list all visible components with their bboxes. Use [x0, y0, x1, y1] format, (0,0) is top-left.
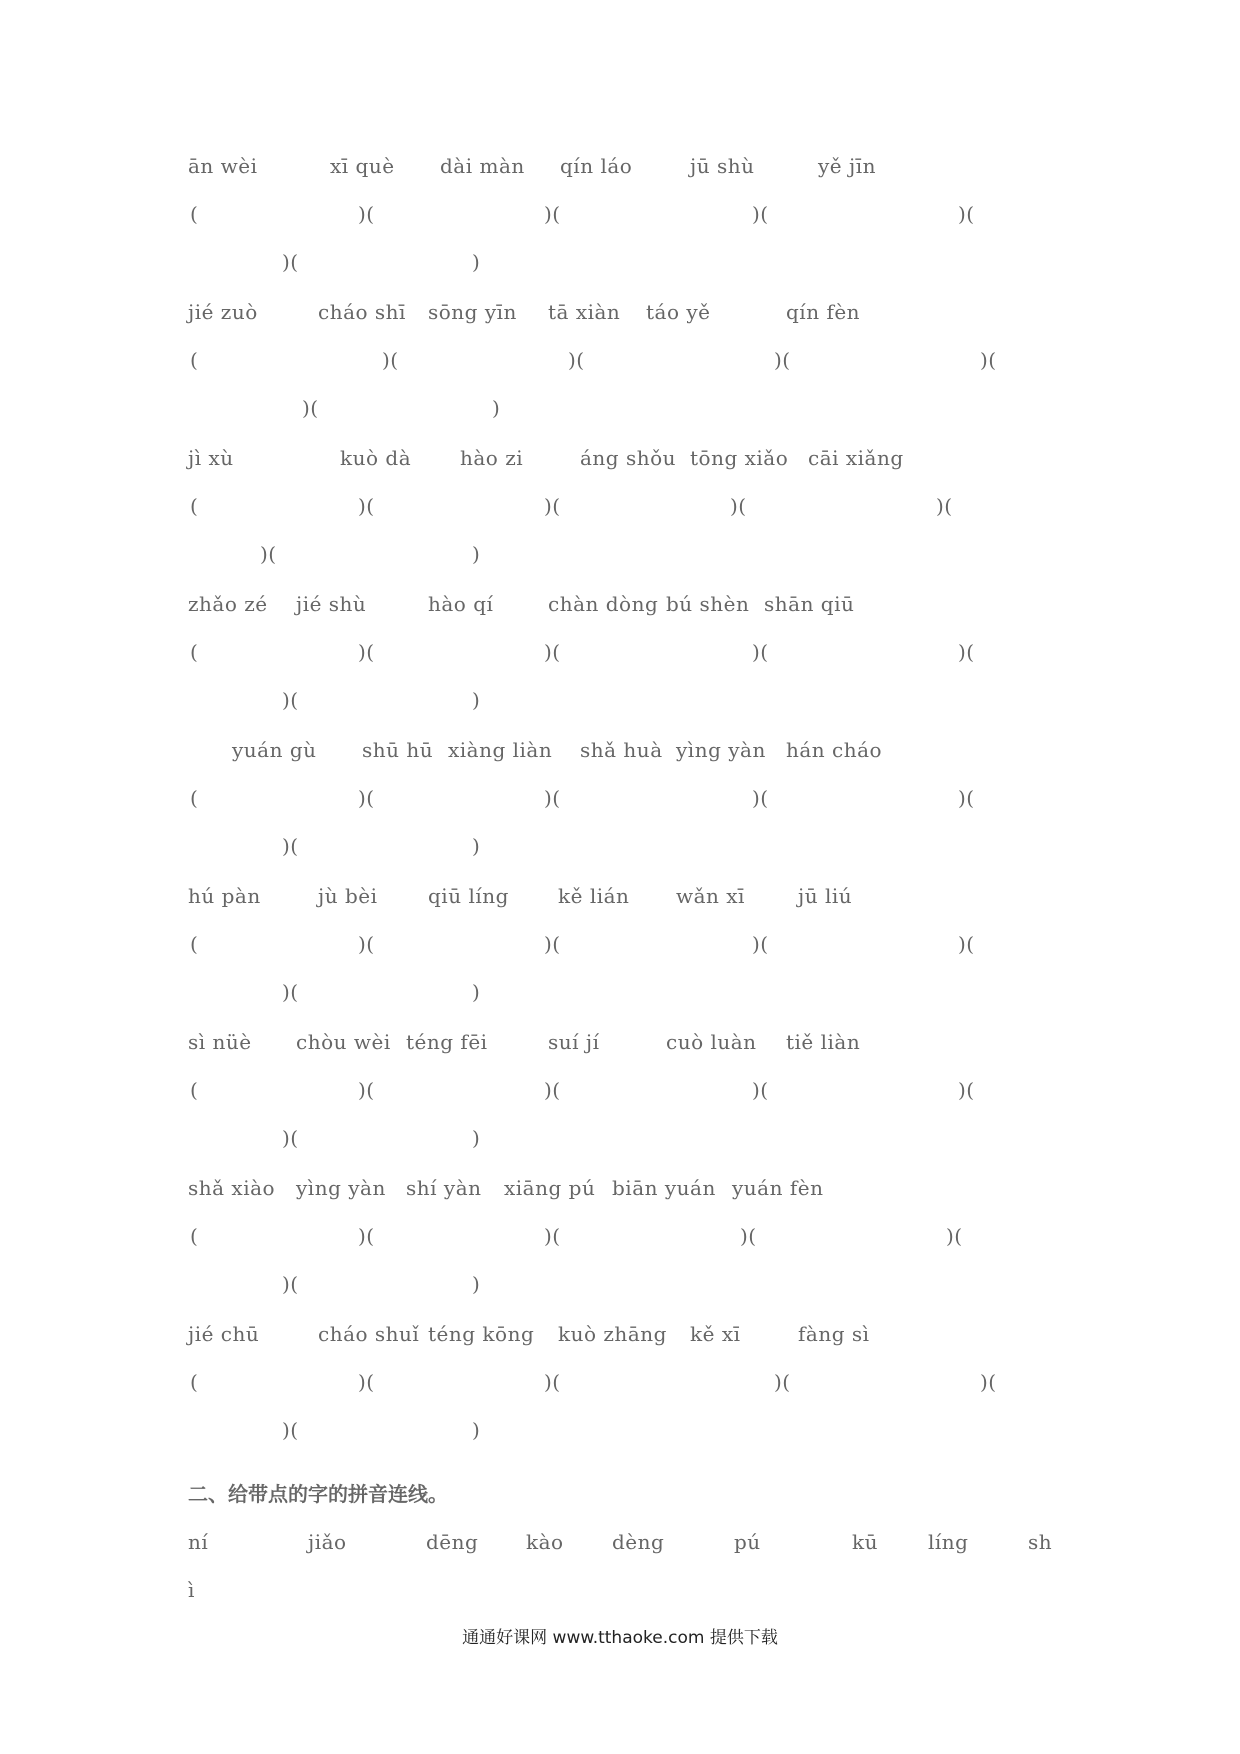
answer-parenthesis: )( — [958, 202, 975, 226]
pinyin-word: hán cháo — [786, 738, 883, 762]
answer-blank-line — [0, 1414, 1240, 1446]
pinyin-word: kuò zhāng — [558, 1322, 667, 1346]
answer-parenthesis: ( — [190, 202, 199, 226]
pinyin-word: dài màn — [440, 154, 525, 178]
answer-parenthesis: ) — [472, 980, 481, 1004]
answer-parenthesis: )( — [358, 1370, 375, 1394]
answer-parenthesis: )( — [958, 786, 975, 810]
pinyin-word: jū shù — [690, 154, 755, 178]
answer-blank-line — [0, 1074, 1240, 1106]
answer-blank-line — [0, 246, 1240, 278]
pinyin-word: xiàng liàn — [448, 738, 553, 762]
answer-blank-line — [0, 392, 1240, 424]
pinyin-word: jū liú — [798, 884, 853, 908]
answer-parenthesis: )( — [358, 1078, 375, 1102]
pinyin-word: tōng xiǎo — [690, 446, 789, 470]
section2-pinyin-option: dèng — [612, 1530, 665, 1554]
pinyin-word: cuò luàn — [666, 1030, 757, 1054]
section2-pinyin-option: jiǎo — [308, 1530, 347, 1554]
answer-parenthesis: )( — [358, 1224, 375, 1248]
pinyin-word: hú pàn — [188, 884, 261, 908]
pinyin-word: shǎ xiào — [188, 1176, 276, 1200]
answer-blank-line — [0, 1366, 1240, 1398]
answer-blank-line — [0, 782, 1240, 814]
pinyin-word: yìng yàn — [676, 738, 766, 762]
answer-parenthesis: )( — [260, 542, 277, 566]
pinyin-word: kuò dà — [340, 446, 412, 470]
answer-parenthesis: )( — [282, 834, 299, 858]
pinyin-word: fàng sì — [798, 1322, 870, 1346]
pinyin-word: kě lián — [558, 884, 630, 908]
pinyin-word: kě xī — [690, 1322, 741, 1346]
answer-parenthesis: ) — [472, 250, 481, 274]
answer-parenthesis: )( — [302, 396, 319, 420]
answer-blank-line — [0, 344, 1240, 376]
answer-parenthesis: ) — [472, 834, 481, 858]
section2-pinyin-option: sh — [1028, 1530, 1053, 1554]
page-footer: 通通好课网 www.tthaoke.com 提供下载 — [462, 1628, 778, 1648]
answer-parenthesis: )( — [544, 786, 561, 810]
pinyin-word: sì nüè — [188, 1030, 252, 1054]
pinyin-line — [0, 1318, 1240, 1350]
section2-pinyin-fragment: ì — [188, 1578, 195, 1602]
answer-parenthesis: )( — [936, 494, 953, 518]
answer-parenthesis: )( — [544, 1078, 561, 1102]
answer-parenthesis: ( — [190, 348, 199, 372]
answer-parenthesis: )( — [282, 1418, 299, 1442]
pinyin-word: téng kōng — [428, 1322, 535, 1346]
answer-parenthesis: )( — [544, 494, 561, 518]
pinyin-word: xī què — [330, 154, 395, 178]
answer-parenthesis: ) — [472, 1126, 481, 1150]
pinyin-word: qín fèn — [786, 300, 861, 324]
pinyin-word: jié shù — [296, 592, 367, 616]
answer-parenthesis: ) — [472, 542, 481, 566]
answer-parenthesis: )( — [774, 1370, 791, 1394]
pinyin-word: hào zi — [460, 446, 524, 470]
answer-parenthesis: ) — [472, 1418, 481, 1442]
answer-parenthesis: )( — [752, 932, 769, 956]
pinyin-word: shān qiū — [764, 592, 855, 616]
pinyin-word: qiū líng — [428, 884, 509, 908]
pinyin-word: jié zuò — [188, 300, 258, 324]
pinyin-line — [0, 588, 1240, 620]
answer-parenthesis: )( — [752, 202, 769, 226]
pinyin-word: yuán gù — [232, 738, 317, 762]
answer-parenthesis: )( — [958, 640, 975, 664]
pinyin-word: suí jí — [548, 1030, 600, 1054]
pinyin-word: yìng yàn — [296, 1176, 386, 1200]
answer-parenthesis: )( — [544, 202, 561, 226]
answer-parenthesis: )( — [980, 1370, 997, 1394]
pinyin-word: ān wèi — [188, 154, 258, 178]
answer-parenthesis: ( — [190, 640, 199, 664]
answer-parenthesis: )( — [358, 494, 375, 518]
answer-parenthesis: )( — [730, 494, 747, 518]
answer-blank-line — [0, 684, 1240, 716]
answer-parenthesis: )( — [774, 348, 791, 372]
pinyin-word: cháo shuǐ — [318, 1322, 420, 1346]
pinyin-word: chòu wèi — [296, 1030, 391, 1054]
pinyin-word: tiě liàn — [786, 1030, 861, 1054]
answer-blank-line — [0, 830, 1240, 862]
answer-blank-line — [0, 198, 1240, 230]
answer-parenthesis: )( — [752, 1078, 769, 1102]
pinyin-word: shǎ huà — [580, 738, 663, 762]
pinyin-word: cāi xiǎng — [808, 446, 904, 470]
answer-parenthesis: )( — [980, 348, 997, 372]
answer-parenthesis: )( — [382, 348, 399, 372]
pinyin-word: chàn dòng — [548, 592, 659, 616]
answer-parenthesis: )( — [358, 786, 375, 810]
answer-parenthesis: ( — [190, 1370, 199, 1394]
pinyin-word: tā xiàn — [548, 300, 621, 324]
answer-parenthesis: ) — [472, 1272, 481, 1296]
answer-parenthesis: ( — [190, 1078, 199, 1102]
answer-parenthesis: )( — [282, 1126, 299, 1150]
answer-parenthesis: )( — [958, 1078, 975, 1102]
answer-parenthesis: )( — [358, 640, 375, 664]
answer-parenthesis: )( — [752, 640, 769, 664]
answer-parenthesis: )( — [544, 932, 561, 956]
answer-parenthesis: )( — [358, 202, 375, 226]
pinyin-word: jié chū — [188, 1322, 260, 1346]
answer-parenthesis: )( — [282, 688, 299, 712]
pinyin-word: shū hū — [362, 738, 434, 762]
pinyin-line — [0, 734, 1240, 766]
answer-blank-line — [0, 1122, 1240, 1154]
pinyin-line — [0, 880, 1240, 912]
answer-blank-line — [0, 636, 1240, 668]
answer-parenthesis: )( — [358, 932, 375, 956]
pinyin-word: shí yàn — [406, 1176, 482, 1200]
pinyin-word: táo yě — [646, 300, 711, 324]
answer-parenthesis: )( — [946, 1224, 963, 1248]
answer-parenthesis: )( — [568, 348, 585, 372]
pinyin-line — [0, 150, 1240, 182]
section2-pinyin-option: líng — [928, 1530, 969, 1554]
section2-pinyin-option: dēng — [426, 1530, 479, 1554]
pinyin-word: téng fēi — [406, 1030, 488, 1054]
section2-heading: 二、给带点的字的拼音连线。 — [188, 1482, 448, 1506]
answer-blank-line — [0, 1220, 1240, 1252]
pinyin-word: qín láo — [560, 154, 633, 178]
pinyin-word: sōng yīn — [428, 300, 517, 324]
answer-blank-line — [0, 928, 1240, 960]
answer-parenthesis: )( — [544, 640, 561, 664]
answer-parenthesis: )( — [544, 1224, 561, 1248]
pinyin-word: zhǎo zé — [188, 592, 268, 616]
answer-parenthesis: )( — [544, 1370, 561, 1394]
pinyin-line — [0, 442, 1240, 474]
answer-blank-line — [0, 1268, 1240, 1300]
answer-parenthesis: ) — [472, 688, 481, 712]
pinyin-word: áng shǒu — [580, 446, 677, 470]
answer-parenthesis: ( — [190, 786, 199, 810]
answer-parenthesis: )( — [282, 250, 299, 274]
pinyin-line — [0, 296, 1240, 328]
answer-parenthesis: ( — [190, 1224, 199, 1248]
pinyin-word: xiāng pú — [504, 1176, 596, 1200]
section2-pinyin-option: kū — [852, 1530, 878, 1554]
answer-parenthesis: ( — [190, 932, 199, 956]
answer-blank-line — [0, 538, 1240, 570]
pinyin-word: wǎn xī — [676, 884, 745, 908]
answer-parenthesis: ) — [492, 396, 501, 420]
pinyin-word: yě jīn — [818, 154, 876, 178]
pinyin-word: biān yuán — [612, 1176, 716, 1200]
pinyin-word: jì xù — [188, 446, 234, 470]
section2-pinyin-option: ní — [188, 1530, 209, 1554]
pinyin-line — [0, 1026, 1240, 1058]
answer-parenthesis: )( — [282, 1272, 299, 1296]
answer-parenthesis: )( — [958, 932, 975, 956]
pinyin-word: cháo shī — [318, 300, 406, 324]
answer-parenthesis: )( — [282, 980, 299, 1004]
pinyin-word: hào qí — [428, 592, 494, 616]
pinyin-line — [0, 1172, 1240, 1204]
answer-blank-line — [0, 976, 1240, 1008]
section2-pinyin-continuation — [0, 1574, 1240, 1606]
section2-pinyin-line — [0, 1526, 1240, 1558]
section2-pinyin-option: kào — [526, 1530, 564, 1554]
pinyin-word: yuán fèn — [732, 1176, 824, 1200]
answer-parenthesis: ( — [190, 494, 199, 518]
section2-pinyin-option: pú — [734, 1530, 761, 1554]
answer-parenthesis: )( — [740, 1224, 757, 1248]
pinyin-word: jù bèi — [318, 884, 378, 908]
answer-blank-line — [0, 490, 1240, 522]
pinyin-word: bú shèn — [666, 592, 750, 616]
answer-parenthesis: )( — [752, 786, 769, 810]
